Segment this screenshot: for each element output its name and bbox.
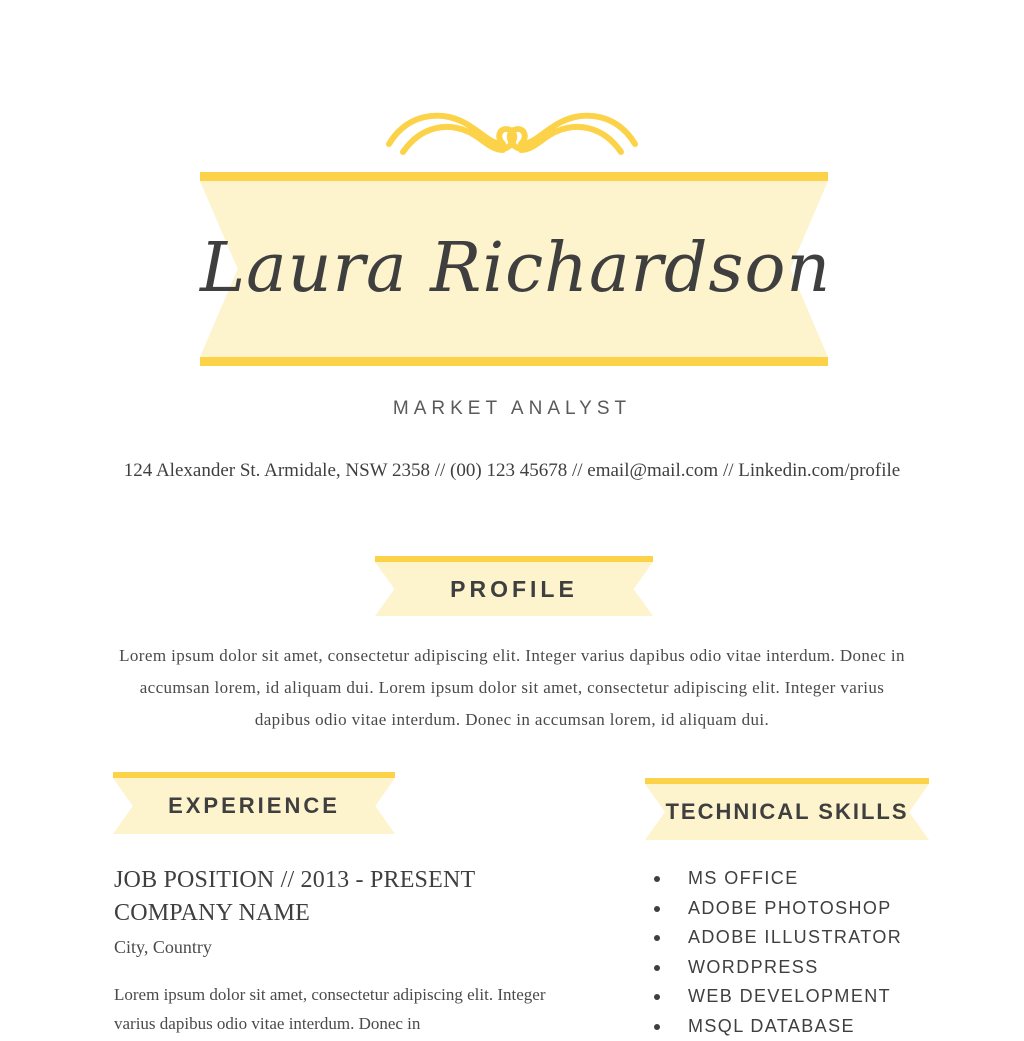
profile-body-text: Lorem ipsum dolor sit amet, consectetur adipiscing elit. Integer varius dapibus odio vitae interdum. Donec in accumsan lorem, id aliquam dui. Lorem ipsum dolor sit amet, consectetur adipiscing elit. Integer varius dapibus odio vitae interdum. Donec in accumsan lorem, id aliquam dui.	[112, 640, 912, 736]
section-ribbon-profile	[375, 556, 653, 622]
flourish-ornament	[0, 100, 1024, 170]
list-item: MS OFFICE	[646, 864, 976, 894]
section-heading-technical-skills: TECHNICAL SKILLS	[645, 784, 929, 840]
banner-bar-top	[200, 172, 828, 181]
experience-position: JOB POSITION // 2013 - PRESENT	[114, 864, 584, 897]
list-item: MSQL DATABASE	[646, 1012, 976, 1041]
list-item: WEB DEVELOPMENT	[646, 982, 976, 1012]
list-item: ADOBE PHOTOSHOP	[646, 894, 976, 924]
name-banner	[0, 172, 1024, 372]
section-ribbon-experience	[113, 772, 395, 842]
page-title: Laura Richardson	[200, 181, 828, 357]
experience-company: COMPANY NAME	[114, 897, 584, 930]
contact-line: 124 Alexander St. Armidale, NSW 2358 // (00) 123 45678 // email@mail.com // Linkedin.com/profile	[0, 460, 1024, 482]
experience-entry	[114, 864, 584, 1038]
section-heading-profile: PROFILE	[375, 562, 653, 616]
list-item: WORDPRESS	[646, 953, 976, 983]
list-item: ADOBE ILLUSTRATOR	[646, 923, 976, 953]
job-title: MARKET ANALYST	[0, 398, 1024, 420]
section-ribbon-technical-skills	[645, 778, 929, 850]
section-heading-experience: EXPERIENCE	[113, 778, 395, 834]
experience-location: City, Country	[114, 932, 584, 962]
technical-skills-list	[646, 864, 976, 1041]
banner-bar-bottom	[200, 357, 828, 366]
experience-description: Lorem ipsum dolor sit amet, consectetur adipiscing elit. Integer varius dapibus odio vitae interdum. Donec in	[114, 980, 584, 1038]
